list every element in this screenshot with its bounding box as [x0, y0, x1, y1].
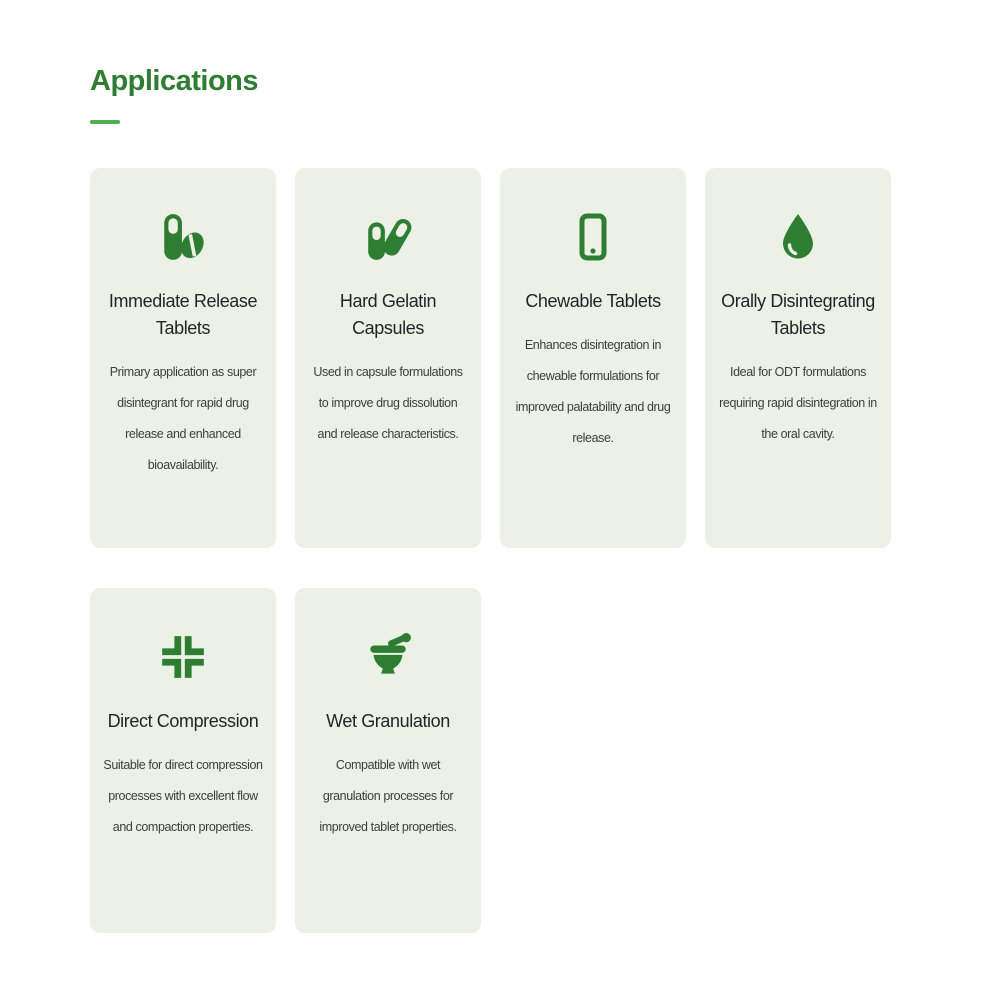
- card-description: Suitable for direct compression processes with excellent flow and compaction properties.: [103, 757, 263, 834]
- card-title: Immediate Release Tablets: [108, 290, 258, 338]
- application-card-direct-compression: [90, 588, 276, 933]
- application-card-chewable: [500, 168, 686, 548]
- tablet-device-icon: [513, 210, 673, 264]
- card-description: Used in capsule formulations to improve drug dissolution and release characteristics.: [313, 364, 463, 441]
- application-card-wet-granulation: [295, 588, 481, 933]
- card-description: Primary application as super disintegrant for rapid drug release and enhanced bioavailability.: [109, 364, 257, 472]
- capsules-icon: [308, 210, 468, 264]
- compress-icon: [103, 630, 263, 684]
- card-description: Ideal for ODT formulations requiring rapid disintegration in the oral cavity.: [719, 364, 877, 441]
- card-description: Enhances disintegration in chewable formulations for improved palatability and drug release.: [515, 337, 671, 445]
- droplet-icon: [718, 210, 878, 264]
- application-card-odt: [705, 168, 891, 548]
- card-description: Compatible with wet granulation processes for improved tablet properties.: [319, 757, 457, 834]
- card-title: Hard Gelatin Capsules: [339, 290, 437, 338]
- section-heading: Applications: [90, 65, 259, 97]
- heading-underline: [90, 120, 120, 124]
- application-card-hard-gelatin: [295, 168, 481, 548]
- applications-section: [90, 64, 910, 933]
- card-title: Direct Compression: [107, 710, 259, 731]
- mortar-pestle-icon: [308, 630, 468, 684]
- card-title: Chewable Tablets: [525, 290, 661, 311]
- application-card-immediate-release: [90, 168, 276, 548]
- pills-icon: [103, 210, 263, 264]
- card-title: Wet Granulation: [326, 710, 450, 731]
- applications-grid: [90, 168, 910, 933]
- card-title: Orally Disintegrating Tablets: [721, 290, 875, 338]
